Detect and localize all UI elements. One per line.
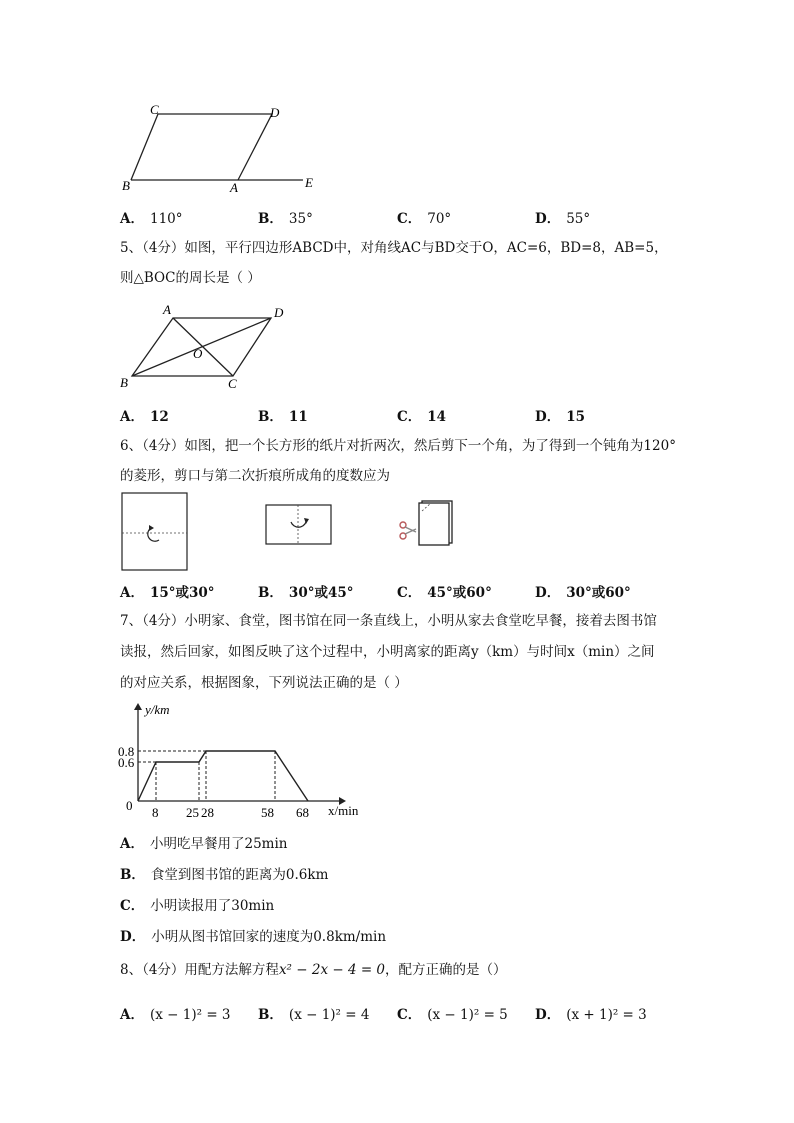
- q7-xtick-25: 25: [186, 805, 199, 820]
- q7-distance-time-graph: [115, 700, 375, 825]
- q5-option-a[interactable]: A． 12: [120, 409, 169, 425]
- q8-option-d[interactable]: D． (x + 1)² = 3: [535, 1007, 647, 1023]
- q7-xtick-68: 68: [296, 805, 309, 820]
- q7-option-c[interactable]: C． 小明读报用了30min: [120, 898, 275, 914]
- q4-label-e: E: [305, 175, 313, 190]
- q5-option-b[interactable]: B． 11: [258, 409, 308, 425]
- q7-ytick-06: 0.6: [118, 755, 135, 770]
- q7-xlabel: x/min: [328, 803, 359, 818]
- q4-option-c[interactable]: C． 70°: [397, 211, 452, 227]
- q7-stem-line3: 的对应关系，根据图象，下列说法正确的是（ ）: [120, 675, 408, 691]
- q6-fold-step1-figure: [121, 492, 189, 572]
- q4-label-a: A: [230, 180, 238, 195]
- q7-stem-line1: 7、（4分）小明家、食堂，图书馆在同一条直线上，小明从家去食堂吃早餐，接着去图书馆: [120, 613, 657, 629]
- q7-xtick-8: 8: [152, 805, 159, 820]
- q8-option-c[interactable]: C． (x − 1)² = 5: [397, 1007, 508, 1023]
- q5-parallelogram-figure: [115, 300, 295, 395]
- q4-label-c: C: [150, 102, 159, 117]
- q4-option-d[interactable]: D． 55°: [535, 211, 591, 227]
- q4-option-a[interactable]: A． 110°: [120, 211, 183, 227]
- q8-stem-suffix: ，配方正确的是（）: [385, 962, 507, 978]
- q5-label-d: D: [274, 305, 284, 320]
- q7-stem-line2: 读报，然后回家，如图反映了这个过程中，小明离家的距离y（km）与时间x（min）之间: [120, 644, 655, 660]
- q6-option-d[interactable]: D． 30°或60°: [535, 585, 631, 601]
- scissors-icon: [400, 522, 416, 539]
- q4-label-d: D: [270, 105, 280, 120]
- q8-stem-prefix: 8、（4分）用配方法解方程: [120, 962, 279, 978]
- q7-option-a[interactable]: A． 小明吃早餐用了25min: [120, 836, 288, 852]
- q6-option-c[interactable]: C． 45°或60°: [397, 585, 492, 601]
- q8-option-b[interactable]: B． (x − 1)² = 4: [258, 1007, 370, 1023]
- q5-label-o: O: [193, 346, 203, 361]
- q6-fold-step2-figure: [265, 504, 333, 546]
- q7-ylabel: y/km: [145, 702, 170, 717]
- q6-stem-line2: 的菱形，剪口与第二次折痕所成角的度数应为: [120, 468, 390, 484]
- q5-stem-line2: 则△BOC的周长是（ ）: [120, 270, 261, 286]
- q5-option-c[interactable]: C． 14: [397, 409, 447, 425]
- q8-option-a[interactable]: A． (x − 1)² = 3: [120, 1007, 231, 1023]
- q4-option-b[interactable]: B． 35°: [258, 211, 313, 227]
- q6-cut-step-figure: [396, 495, 456, 547]
- q7-origin-label: 0: [126, 798, 133, 813]
- q4-label-b: B: [122, 178, 130, 193]
- q4-parallelogram-figure: [110, 100, 330, 195]
- q7-option-b[interactable]: B． 食堂到图书馆的距离为0.6km: [120, 867, 329, 883]
- q6-option-a[interactable]: A． 15°或30°: [120, 585, 215, 601]
- q5-label-c: C: [228, 376, 237, 391]
- q6-option-b[interactable]: B． 30°或45°: [258, 585, 354, 601]
- q6-stem-line1: 6、（4分）如图，把一个长方形的纸片对折两次，然后剪下一个角，为了得到一个钝角为120°: [120, 438, 676, 454]
- q5-label-a: A: [163, 302, 171, 317]
- q5-stem-line1: 5、（4分）如图，平行四边形ABCD中，对角线AC与BD交于O，AC=6，BD=8，AB=5，: [120, 240, 668, 256]
- q7-ytick-08: 0.8: [118, 744, 135, 759]
- q5-label-b: B: [120, 375, 128, 390]
- q5-option-d[interactable]: D． 15: [535, 409, 586, 425]
- q8-stem: [120, 960, 507, 980]
- q8-equation: x² − 2x − 4 = 0: [278, 962, 386, 978]
- q7-option-d[interactable]: D． 小明从图书馆回家的速度为0.8km/min: [120, 929, 387, 945]
- q7-xtick-28: 28: [201, 805, 214, 820]
- q7-xtick-58: 58: [261, 805, 274, 820]
